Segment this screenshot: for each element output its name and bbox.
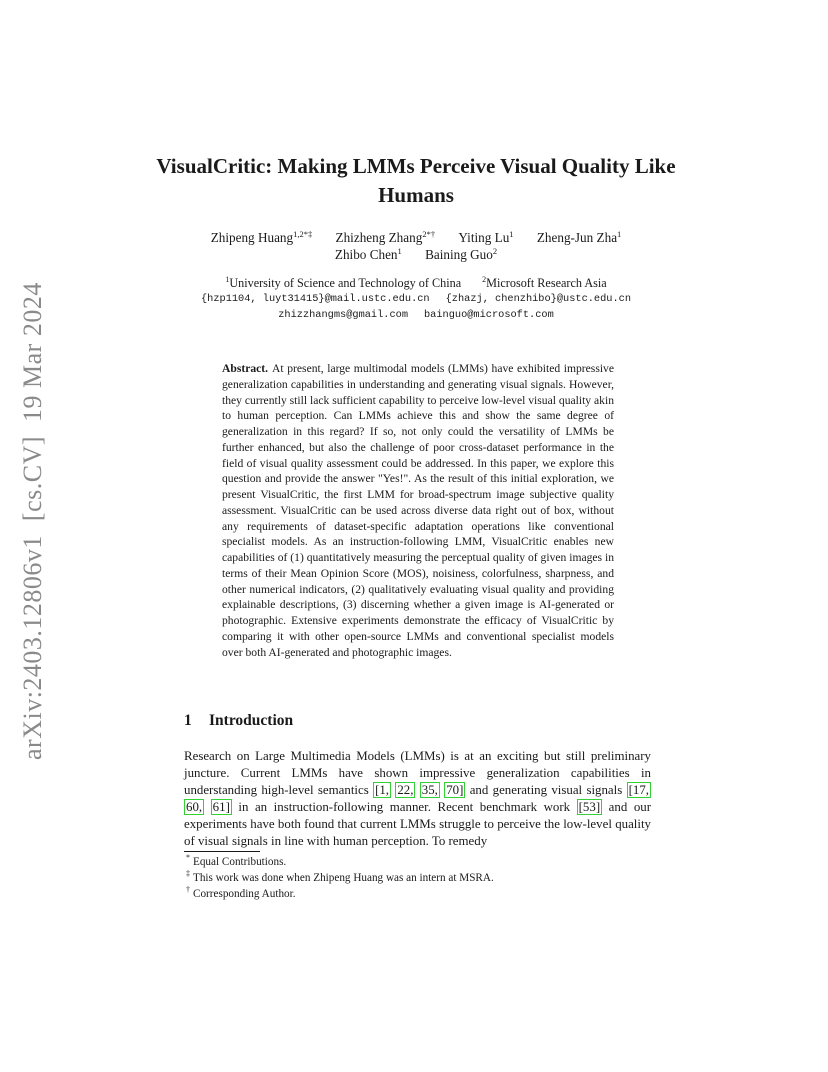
- citation-link[interactable]: [53]: [578, 800, 601, 814]
- author: Yiting Lu$^1$: [458, 229, 514, 245]
- citation-link[interactable]: 70]: [446, 783, 464, 797]
- arxiv-stamp: [18, 282, 48, 760]
- footnotes: [186, 854, 646, 902]
- section-number: 1: [184, 712, 192, 729]
- email: {zhazj, chenzhibo}@ustc.edu.cn: [445, 293, 631, 305]
- arxiv-category: [cs.CV]: [18, 435, 47, 522]
- email: {hzp1104, luyt31415}@mail.ustc.edu.cn: [200, 293, 430, 305]
- footnote: † Corresponding Author.: [186, 885, 296, 900]
- citation-link[interactable]: 35,: [421, 783, 438, 797]
- citation-link[interactable]: 60,: [186, 800, 203, 814]
- email-list: [150, 291, 682, 323]
- footnote-rule: [184, 851, 260, 852]
- author: Zhibo Chen$^1$: [334, 246, 402, 262]
- footnote: * Equal Contributions.: [186, 853, 287, 868]
- affiliations: [150, 275, 682, 291]
- abstract-text: At present, large multimodal models (LMMs) have exhibited impressive generalization capabilities in understanding and generating visual signals. However, they currently still lack sufficient capability to perceive low-level visual quality akin to human perception. Can LMMs achieve this and show the same degree of generalization in this regard? If so, not only could the versatility of LMMs be further enhanced, but also the challenge of poor cross-dataset performance in the field of visual quality assessment could be addressed. In this paper, we explore this question and provide the answer "Yes!". As the result of this initial exploration, we present VisualCritic, the first LMM for broad-spectrum image subjective quality assessment. VisualCritic can be used across diverse data right out of box, without any requirements of dataset-specific adaptation operations like conventional specialist models. As an instruction-following LMM, VisualCritic enables new capabilities of (1) quantitatively measuring the perceptual quality of given images in terms of their Mean Opinion Score (MOS), noisiness, colorfulness, sharpness, and other numerical indicators, (2) qualitatively evaluating visual quality and providing explainable descriptions, (3) discerning whether a given image is AI-generated or photographic. Extensive experiments demonstrate the efficacy of VisualCritic by comparing it with other open-source LMMs and conventional specialist models over both AI-generated and photographic images.: [222, 362, 614, 659]
- section-heading: [184, 712, 293, 730]
- abstract-label: Abstract.: [222, 362, 269, 375]
- arxiv-id: arXiv:2403.12806v1: [18, 535, 47, 760]
- author: Baining Guo$^2$: [425, 246, 498, 262]
- intro-paragraph: Research on Large Multimedia Models (LMMs) is at an exciting but still preliminary juncture. Current LMMs have shown impressive generalization capabilities in understanding high-level semantics [1, 22, 35, 70] and generating visual signals [17, 60, 61] in an instruction-following manner. Recent benchmark work [53] and our experiments have both found that current LMMs struggle to perceive the low-level quality of visual signals in line with human perception. To remedy: [184, 749, 651, 848]
- section-title: Introduction: [209, 712, 294, 729]
- abstract: [222, 361, 614, 660]
- citation-link[interactable]: 22,: [397, 783, 414, 797]
- affiliation: $^1$University of Science and Technology of China: [225, 275, 462, 290]
- email: zhizzhangms@gmail.com: [278, 309, 408, 321]
- author: Zhipeng Huang$^{1,2*\ddagger}$: [210, 229, 313, 245]
- citation-link[interactable]: 61]: [212, 800, 230, 814]
- author: Zhizheng Zhang$^{2*\dagger}$: [335, 229, 436, 245]
- citation-link[interactable]: [17,: [628, 783, 649, 797]
- footnote: ‡ This work was done when Zhipeng Huang was an intern at MSRA.: [186, 869, 494, 884]
- citation-link[interactable]: [1,: [375, 783, 390, 797]
- email: bainguo@microsoft.com: [424, 309, 554, 321]
- author: Zheng-Jun Zha$^1$: [536, 229, 622, 245]
- affiliation: $^2$Microsoft Research Asia: [482, 275, 607, 290]
- paper-title: VisualCritic: Making LMMs Perceive Visual Quality Like Humans: [156, 154, 676, 207]
- author-list: [150, 229, 682, 263]
- arxiv-date: 19 Mar 2024: [18, 282, 47, 422]
